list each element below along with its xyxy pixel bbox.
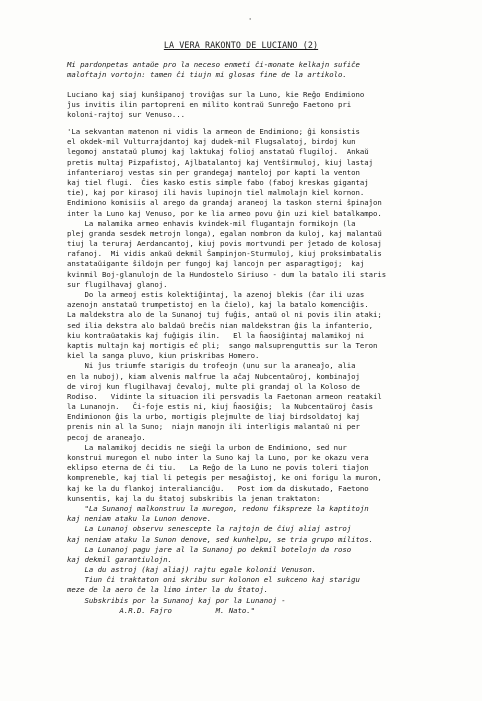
lead-line: Luciano kaj siaj kunŝipanoj troviĝas sur la Luno, kie Reĝo Endimiono (67, 90, 365, 99)
treaty-line: Tiun ĉi traktaton oni skribu sur kolonon el sukceno kaj starigu (67, 575, 360, 585)
body-line: pretis multaj Pizpafistoj, Ajlbatalantoj kaj Ventŝirmuloj, kiuj lastaj (67, 157, 373, 167)
body-line: de viroj kun flugilhavaj ĉevaloj, multe pli grandaj ol la Koloso de (67, 381, 360, 391)
body-line: kompreneble, kaj tial li petegis per mesaĝistoj, ke oni forigu la muron, (67, 473, 382, 483)
body-line: prenis nin al la Suno; niajn manojn ili interligis malantaŭ ni per (67, 422, 360, 432)
intro-line: maloftajn vortojn: tamen ĉi tiujn mi glosas fine de la artikolo. (67, 70, 347, 80)
body-line: Ni ĵus triumfe starigis du trofeojn (unu sur la araneaĵo, alia (67, 361, 356, 371)
intro-note (67, 60, 467, 80)
treaty-line: La Lunanoj pagu jare al la Sunanoj po dekmil botelojn da roso (67, 544, 352, 554)
body-line: la Lunanojn. Ĉi-foje estis ni, kiuj ĥaosiĝis; la Nubcentaŭroj ĉasis (67, 402, 373, 412)
body-line: kvinmil Boj-glanulojn de la Hundostelo Siriuso - dum la batalo ili staris (67, 269, 387, 279)
body-line: Rodiso. Vidinte la situacion ili persvadis la Faetonan armeon reatakil (67, 391, 382, 401)
body-line: eklipso eterna de ĉi tiu. La Reĝo de la Luno ne povis toleri tiaĵon (67, 463, 369, 473)
treaty-line: La Lunanoj observu senescepte la rajtojn de ĉiuj aliaj astroj (67, 524, 352, 534)
body-line: en la nuboj), kiam alvenis malfrue la aĉaj Nubcentaŭroj, kombinaĵoj (67, 371, 360, 381)
treaty-line: kaj neniam ataku la Sunon denove, sed kunhelpu, se tria grupo militos. (67, 534, 373, 544)
body-line: azenojn anstataŭ trumpetistoj en la ĉielo), kaj la batalo komenciĝis. (67, 300, 369, 310)
body-line: legomoj anstataŭ plumoj kaj laktukaj folioj anstataŭ flugiloj. Ankaŭ (67, 147, 369, 157)
body-line: kaptis multajn kaj mortigis eĉ pli; sango malsuprenguttis sur la Teron (67, 340, 378, 350)
body-line: sed ilia dekstra alo baldaŭ breĉis nian maldekstran ĝis la infanterio, (67, 320, 373, 330)
body-line: infanteriaroj vestas sin per grandegaj manteloj por kapti la venton (67, 167, 360, 177)
treaty-line: kaj neniam ataku la Lunon denove. (67, 514, 212, 524)
body-line: 'La sekvantan matenon ni vidis la armeon de Endimiono; ĝi konsistis (67, 127, 360, 136)
body-line: sur flugilhavaj glanoj. (67, 279, 168, 289)
body-line: anstataŭigante ŝildojn per fungoj kaj lancojn per asparagtigoj; kaj (67, 259, 365, 269)
body-line: konstrui muregon el nubo inter la Suno kaj la Luno, por ke okazu vera (67, 453, 369, 462)
body-line: Do la armeoj estis kolektiĝintaj, la azenoj blekis (ĉar ili uzas (67, 290, 365, 299)
treaty-line: A.R.D. Fajro M. Nato." (67, 605, 255, 615)
body-line: kiu kontraŭatakis kaj fuĝigis ilin. El la ĥaosiĝintaj malamikoj ni (67, 330, 365, 340)
body-line: pecoj de araneaĵo. (67, 432, 146, 442)
article-title: LA VERA RAKONTO DE LUCIANO (2) (163, 40, 319, 50)
body-line: el okdek-mil Vulturrajdantoj kaj dudek-mil Flugsalatoj, birdoj kun (67, 137, 356, 147)
body-text (67, 127, 467, 616)
lead-paragraph (67, 90, 467, 121)
body-line: kaj ke la du flankoj interalianciĝu. Post iom da diskutado, Faetono (67, 483, 369, 493)
treaty-line: Subskribis por la Sunanoj kaj por la Lunanoj - (67, 595, 286, 605)
body-line: tie), kaj por kirasoj ili havis lupinojn tiel malmolajn kiel kornon. (67, 188, 365, 198)
body-line: kiel la sanga pluvo, kiun priskribas Homero. (67, 351, 260, 361)
body-line: kunsentis, kaj la du ŝtatoj subskribis la jenan traktaton: (67, 493, 321, 503)
lead-line: ĵus invitis ilin partopreni en milito kontraŭ Sunreĝo Faetono pri (67, 100, 352, 110)
intro-line: Mi pardonpetas antaŭe pro la neceso enmeti ĉi-monate kelkajn sufiĉe (67, 60, 360, 69)
body-line: rafanoj. Mi vidis ankaŭ dekmil Ŝampinjon-Sturmuloj, kiuj proksimbatalis (67, 249, 382, 259)
treaty-line: La du astroj (kaj aliaj) rajtu egale kolonii Venuson. (67, 565, 317, 575)
body-line: tiuj la teruraj Aerdancantoj, kiuj povis mortvundi per ĵetado de kolosaj (67, 239, 382, 249)
treaty-line: meze de la aero ĉe la limo inter la du ŝtatoj. (67, 585, 269, 595)
treaty-line: "La Sunanoj malkonstruu la muregon, redonu fikspreze la kaptitojn (67, 503, 369, 513)
lead-line: koloni-rajtoj sur Venuso... (67, 110, 186, 120)
body-line: La malamikoj decidis ne sieĝi la urbon de Endimiono, sed nur (67, 442, 347, 452)
body-line: La malamika armeo enhavis kvindek-mil flugantajn formikojn (la (67, 218, 356, 228)
body-line: kaj tiel flugi. Ĉies kasko estis simple fabo (faboj kreskas gigantaj (67, 177, 369, 187)
treaty-line: kaj dekmil garantiulojn. (67, 554, 172, 564)
body-line: Endimionon ĝis la urbo, mortigis plejmulte de liaj birdsoldatoj kaj (67, 412, 360, 422)
top-mark: ' (248, 17, 253, 25)
body-line: inter la Luno kaj Venuso, por ke lia armeo povu ĝin uzi kiel batalkampo. (67, 208, 382, 218)
body-line: La maldekstra alo de la Sunanoj tuj fuĝis, antaŭ ol ni povis ilin ataki; (67, 310, 382, 320)
body-line: Endimiono komisiis al arego da grandaj araneoj la taskon sterni ŝpinaĵon (67, 198, 382, 208)
body-line: plej granda sesdek metrojn longa), egalan nombron da kuloj, kaj malantaŭ (67, 228, 382, 238)
